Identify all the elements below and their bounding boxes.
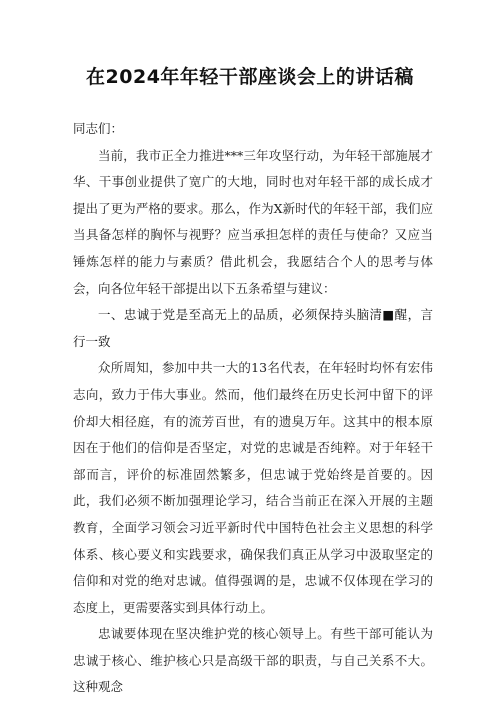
paragraph-intro: 当前，我市正全力推进***三年攻坚行动，为年轻干部施展才华、干事创业提供了宽广的大地，同时也对年轻干部的成长成才提出了更为严格的要求。那么，作为X新时代的年轻干部，我们应当具备怎样的胸怀与视野？应当承担怎样的责任与使命？又应当锤炼怎样的能力与素质？借此机会，我愿结合个人的思考与体会，向各位年轻干部提出以下五条希望与建议： <box>73 147 433 296</box>
greeting: 同志们： <box>73 121 124 136</box>
section-heading-1: 一、忠诚于党是至高无上的品质，必须保持头脑清■醒，言行一致 <box>73 307 433 349</box>
document-title: 在2024年年轻干部座谈会上的讲话稿 <box>86 66 414 88</box>
paragraph-loyalty: 众所周知，参加中共一大的13名代表，在年轻时均怀有宏伟志向，致力于伟大事业。然而，他们最终在历史长河中留下的评价却大相径庭，有的流芳百世，有的遗臭万年。这其中的根本原因在于他们的信仰是否坚定，对党的忠诚是否纯粹。对于年轻干部而言，评价的标准固然繁多，但忠诚于党始终是首要的。因此，我们必须不断加强理论学习，结合当前正在深入开展的主题教育，全面学习领会习近平新时代中国特色社会主义思想的科学体系、核心要义和实践要求，确保我们真正从学习中汲取坚定的信仰和对党的绝对忠诚。值得强调的是，忠诚不仅体现在学习的态度上，更需要落实到具体行动上。 <box>73 360 433 615</box>
paragraph-core-leadership: 忠诚要体现在坚决维护党的核心领导上。有些干部可能认为忠诚于核心、维护核心只是高级干部的职责，与自己关系不大。这种观念 <box>73 626 433 695</box>
document-body <box>73 116 433 701</box>
